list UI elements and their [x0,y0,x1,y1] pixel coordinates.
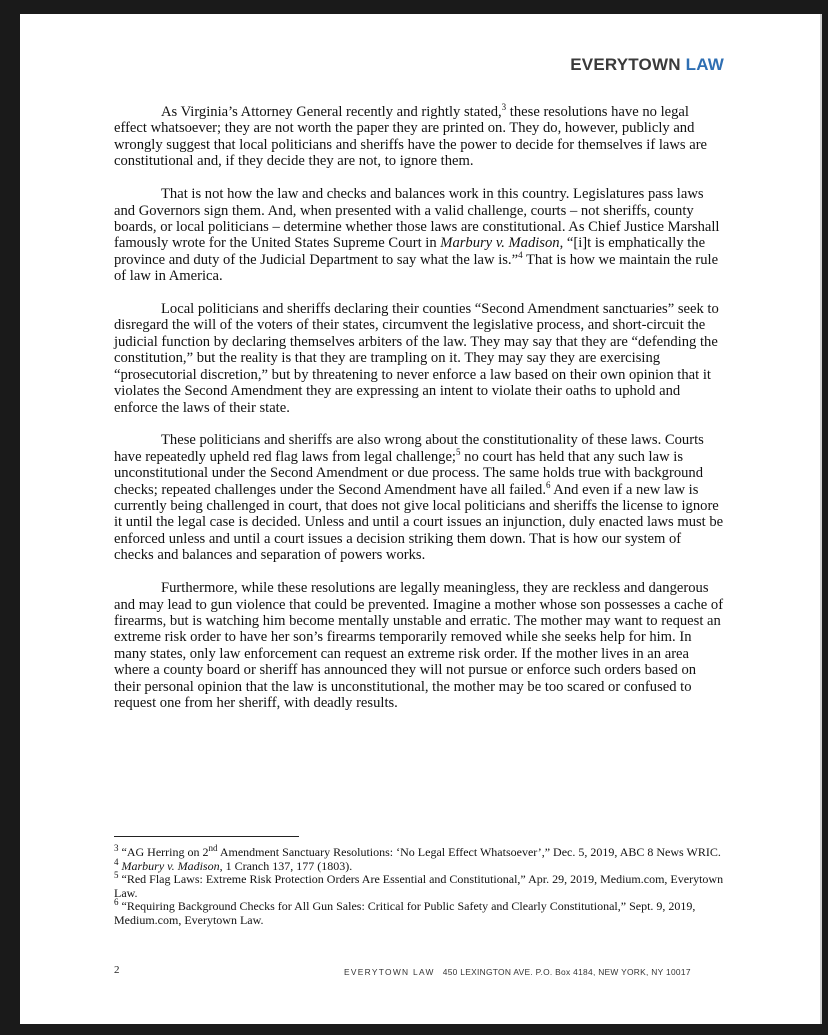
paragraph-3: Local politicians and sheriffs declaring their counties “Second Amendment sanctuaries” seek to disregard the will of the voters of their states, circumvent the legislative process, and short-circuit the judicial function by declaring themselves arbiters of the law. They may say that they are “defending the constitution,” but the reality is that they are trampling on it. They may say they are exercising “prosecutorial discretion,” but by threatening to never enforce a law based on their own opinion that it violates the Second Amendment they are expressing an intent to violate their oaths to uphold and enforce the laws of their state. [114,301,719,416]
footnote-5-text: “Red Flag Laws: Extreme Risk Protection Orders Are Essential and Constitutional,” Apr. 29, 2019, Medium.com, Everytown Law. [114,872,724,900]
footnote-4-case: Marbury v. Madison [121,858,220,873]
paragraph-4-text-a: These politicians and sheriffs are also wrong about the constitutionality of these laws. Courts have repeatedly upheld red flag laws from legal challenge; [114,432,704,465]
paragraph-2-text-a: That is not how the law and checks and balances work in this country. Legislatures pass laws and Governors sign them. And, when presented with a valid challenge, courts – not sheriffs, county boards, or local politicians – determine whether those laws are constitutional. As Chief Justice Marshall famously wrote for the United States Supreme Court in [114,186,720,252]
brand-accent: LAW [685,55,724,74]
case-citation: Marbury v. Madison [440,235,560,252]
footnote-ref-6: 6 [545,479,551,490]
footer-address: 450 LEXINGTON AVE. P.O. Box 4184, NEW YORK, NY 10017 [442,967,691,977]
footnotes [114,843,729,928]
paragraph-1-text-b: these resolutions have no legal effect whatsoever; they are not worth the paper they are printed on. They do, however, publicly and wrongly suggest that local politicians and sheriffs have the power to decide for themselves if laws are constitutional and, if they decide they are not, to ignore them. [114,104,708,170]
footnote-5 [114,870,729,900]
footnote-3-text-a: “AG Herring on 2 [121,845,209,859]
footnote-ref-4: 4 [518,249,523,260]
footnote-ref-3: 3 [501,102,507,113]
paragraph-2 [114,186,724,284]
paragraph-4-text-b: no court has held that any such law is unconstitutional under the Second Amendment or due process. The same holds true with background checks; repeated challenges under the Second Amendment have all failed. [114,448,704,498]
footnote-4-number: 4 [114,856,119,867]
footnote-3 [114,843,729,860]
footnote-6-number: 6 [114,897,119,908]
paragraph-2-text-c: That is how we maintain the rule of law in America. [114,251,719,285]
footnote-3-number: 3 [114,843,119,853]
paragraph-4-text-c: And even if a new law is currently being challenged in court, that does not give local politicians and sheriffs the license to ignore it until the legal case is decided. Unless and until a court issues an injunction, duly enacted laws must be enforced unless and until a court issues a decision striking them down. That is how our system of checks and balances and separation of powers works. [114,481,724,564]
footnote-3-superscript: nd [208,843,218,853]
paragraph-1 [114,104,724,170]
footnote-ref-5: 5 [456,446,461,457]
footer-address-line [344,967,691,977]
footnote-6-text: “Requiring Background Checks for All Gun Sales: Critical for Public Safety and Clearly Constitutional,” Sept. 9, 2019, Medium.com, Everytown Law. [114,899,696,927]
body-text [114,104,724,728]
paragraph-1-text-a: As Virginia’s Attorney General recently and rightly stated, [161,104,502,120]
document-page [20,14,822,1024]
footnote-5-number: 5 [114,870,119,881]
footnote-3-text-b: Amendment Sanctuary Resolutions: ‘No Legal Effect Whatsoever’,” Dec. 5, 2019, ABC 8 News WRIC. [217,845,721,859]
footnote-6 [114,897,729,927]
brand-logo [570,55,724,75]
paragraph-2-text-b: , “[i]t is emphatically the province and duty of the Judicial Department to say what the law is.” [114,235,706,268]
paragraph-4 [114,432,724,563]
paragraph-5: Furthermore, while these resolutions are legally meaningless, they are reckless and dangerous and may lead to gun violence that could be prevented. Imagine a mother whose son possesses a cache of firearms, but is watching him become mentally unstable and erratic. The mother may want to request an extreme risk order to have her son’s firearms temporarily removed while she seeks help for him. In many states, only law enforcement can request an extreme risk order. If the mother lives in an area where a county board or sheriff has announced they will not pursue or enforce such orders based on their personal opinion that the law is unconstitutional, the mother may be too scared or confused to request one from her sheriff, with deadly results. [114,580,724,711]
footnote-4-text: , 1 Cranch 137, 177 (1803). [219,858,353,873]
page-number: 2 [114,964,120,976]
footnote-divider [114,836,299,837]
footer-org: EVERYTOWN LAW [344,967,435,977]
brand-main: EVERYTOWN [570,55,681,74]
